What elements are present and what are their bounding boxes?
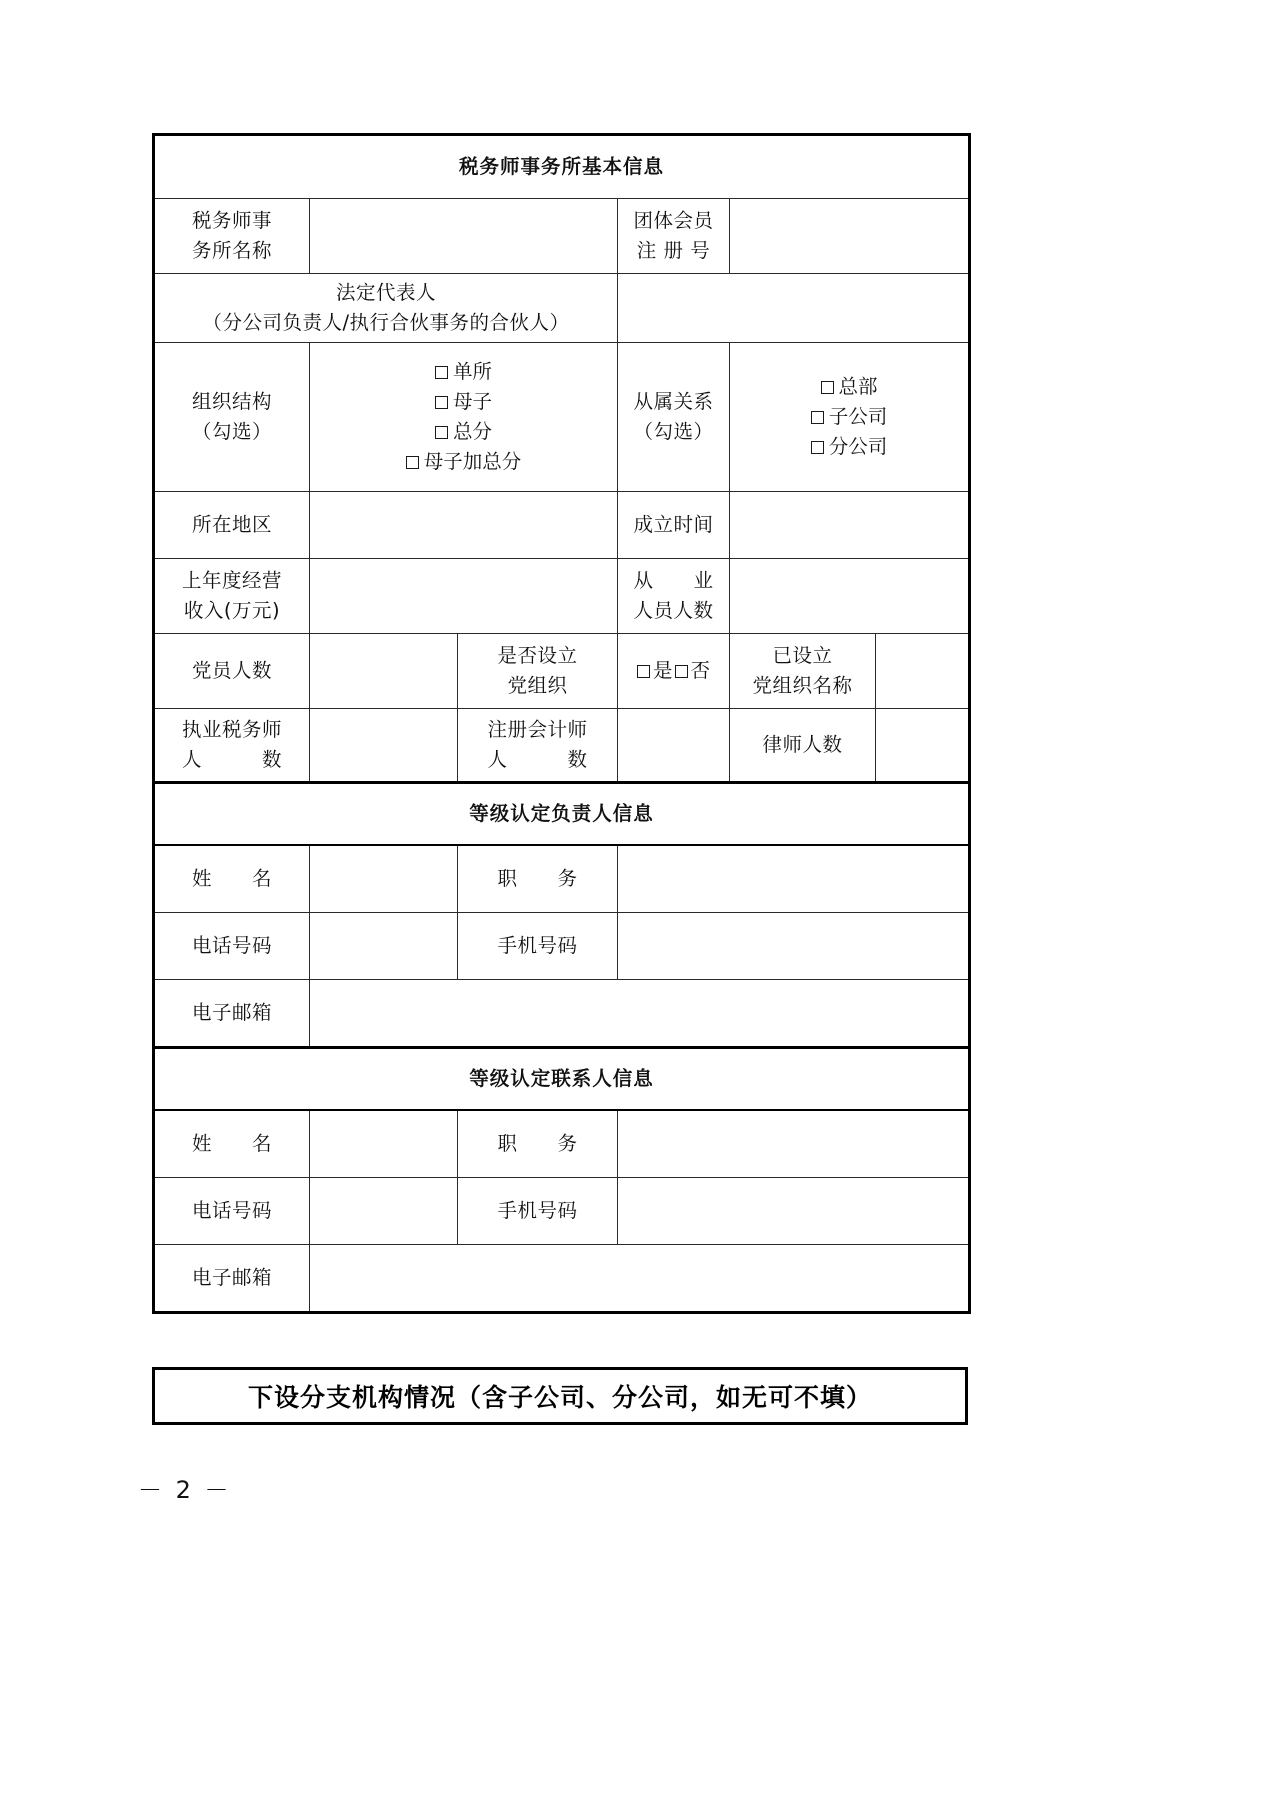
affiliation-option-zigongsi[interactable]: [730, 402, 968, 432]
affiliation-label-line1: 从属关系: [633, 389, 714, 413]
party-org-established-label-line2: 党组织: [507, 674, 568, 697]
checkbox-icon[interactable]: [435, 366, 448, 379]
branch-institutions-box: [152, 1367, 968, 1425]
region-value[interactable]: [310, 492, 618, 559]
affiliation-option-zongbu[interactable]: [730, 372, 968, 402]
responsible-mobile-label: 手机号码: [458, 913, 618, 980]
org-structure-option-muzi[interactable]: [310, 387, 617, 417]
tax-agent-count-label-line1: 执业税务师: [181, 717, 282, 741]
affiliation-option-label: 子公司: [828, 404, 888, 428]
org-structure-label-line1: 组织结构: [191, 389, 272, 413]
org-structure-options: [310, 343, 618, 492]
tax-agent-count-value[interactable]: [310, 709, 458, 783]
cpa-count-label: [458, 709, 618, 783]
firm-basic-info-table: [152, 133, 971, 1314]
responsible-mobile-value[interactable]: [618, 913, 970, 980]
contact-mobile-label: 手机号码: [458, 1178, 618, 1245]
party-member-count-label: 党员人数: [154, 634, 310, 709]
table-title: 税务师事务所基本信息: [154, 135, 970, 199]
contact-email-label: 电子邮箱: [154, 1245, 310, 1313]
last-year-revenue-value[interactable]: [310, 559, 618, 634]
contact-mobile-value[interactable]: [618, 1178, 970, 1245]
member-no-label-line2: 注 册 号: [636, 239, 711, 262]
affiliation-option-label: 总部: [838, 374, 878, 398]
checkbox-icon[interactable]: [675, 665, 688, 678]
legal-representative-label-line2: （分公司负责人/执行合伙事务的合伙人）: [202, 311, 570, 334]
org-structure-option-label: 母子: [452, 389, 492, 413]
affiliation-option-label: 分公司: [828, 435, 888, 459]
party-org-established-label-line1: 是否设立: [497, 643, 578, 667]
org-structure-label: [154, 343, 310, 492]
affiliation-label-line2: （勾选）: [633, 420, 714, 443]
legal-representative-label: [154, 274, 618, 343]
org-structure-option-label: 总分: [452, 420, 492, 443]
contact-phone-label: 电话号码: [154, 1178, 310, 1245]
affiliation-options: [730, 343, 970, 492]
party-member-count-value[interactable]: [310, 634, 458, 709]
org-structure-option-danshuo[interactable]: [310, 357, 617, 387]
contact-position-label: 职 务: [458, 1110, 618, 1178]
affiliation-option-fengongsi[interactable]: [730, 432, 968, 462]
responsible-email-value[interactable]: [310, 980, 970, 1048]
establish-time-value[interactable]: [730, 492, 970, 559]
page-number: － 2 －: [138, 1476, 232, 1504]
party-org-yes-label: 是: [652, 658, 673, 682]
contact-person-section-title: 等级认定联系人信息: [154, 1048, 970, 1111]
responsible-phone-value[interactable]: [310, 913, 458, 980]
staff-count-label-line2: 人员人数: [633, 599, 714, 622]
member-no-value[interactable]: [730, 199, 970, 274]
contact-phone-value[interactable]: [310, 1178, 458, 1245]
responsible-email-label: 电子邮箱: [154, 980, 310, 1048]
org-structure-option-zongfen[interactable]: [310, 417, 617, 447]
last-year-revenue-label-line2: 收入(万元): [183, 599, 281, 622]
staff-count-label-line1: 从 业: [633, 568, 714, 592]
checkbox-icon[interactable]: [811, 411, 824, 424]
branch-institutions-title: 下设分支机构情况（含子公司、分公司，如无可不填）: [247, 1383, 872, 1412]
contact-position-value[interactable]: [618, 1110, 970, 1178]
cpa-count-value[interactable]: [618, 709, 730, 783]
party-org-name-label-line1: 已设立: [772, 643, 833, 667]
lawyer-count-label: 律师人数: [730, 709, 876, 783]
checkbox-icon[interactable]: [637, 665, 650, 678]
staff-count-value[interactable]: [730, 559, 970, 634]
responsible-position-value[interactable]: [618, 845, 970, 913]
party-org-name-value[interactable]: [876, 634, 970, 709]
legal-representative-label-line1: 法定代表人: [335, 280, 436, 304]
party-org-no-label: 否: [690, 658, 711, 682]
checkbox-icon[interactable]: [811, 441, 824, 454]
checkbox-icon[interactable]: [435, 426, 448, 439]
lawyer-count-value[interactable]: [876, 709, 970, 783]
tax-agent-count-label-line2: 人 数: [181, 748, 282, 771]
org-structure-option-label: 母子加总分: [423, 450, 522, 474]
affiliation-label: [618, 343, 730, 492]
member-no-label: [618, 199, 730, 274]
party-org-established-options: [618, 634, 730, 709]
firm-name-value[interactable]: [310, 199, 618, 274]
region-label: 所在地区: [154, 492, 310, 559]
party-org-name-label: [730, 634, 876, 709]
last-year-revenue-label-line1: 上年度经营: [181, 568, 282, 592]
responsible-position-label: 职 务: [458, 845, 618, 913]
last-year-revenue-label: [154, 559, 310, 634]
member-no-label-line1: 团体会员: [633, 208, 714, 232]
org-structure-option-label: 单所: [452, 359, 492, 383]
cpa-count-label-line1: 注册会计师: [487, 717, 588, 741]
party-org-name-label-line2: 党组织名称: [752, 674, 853, 697]
contact-name-label: 姓 名: [154, 1110, 310, 1178]
party-org-established-label: [458, 634, 618, 709]
contact-email-value[interactable]: [310, 1245, 970, 1313]
staff-count-label: [618, 559, 730, 634]
responsible-phone-label: 电话号码: [154, 913, 310, 980]
firm-name-label-line2: 务所名称: [191, 239, 272, 262]
responsible-person-section-title: 等级认定负责人信息: [154, 783, 970, 846]
legal-representative-value[interactable]: [618, 274, 970, 343]
checkbox-icon[interactable]: [435, 396, 448, 409]
tax-agent-count-label: [154, 709, 310, 783]
responsible-name-label: 姓 名: [154, 845, 310, 913]
checkbox-icon[interactable]: [406, 456, 419, 469]
firm-name-label: [154, 199, 310, 274]
cpa-count-label-line2: 人 数: [487, 748, 588, 771]
establish-time-label: 成立时间: [618, 492, 730, 559]
responsible-name-value[interactable]: [310, 845, 458, 913]
org-structure-label-line2: （勾选）: [191, 420, 272, 443]
firm-name-label-line1: 税务师事: [191, 208, 272, 232]
org-structure-option-muzijiazongfen[interactable]: [310, 447, 617, 477]
contact-name-value[interactable]: [310, 1110, 458, 1178]
checkbox-icon[interactable]: [821, 381, 834, 394]
